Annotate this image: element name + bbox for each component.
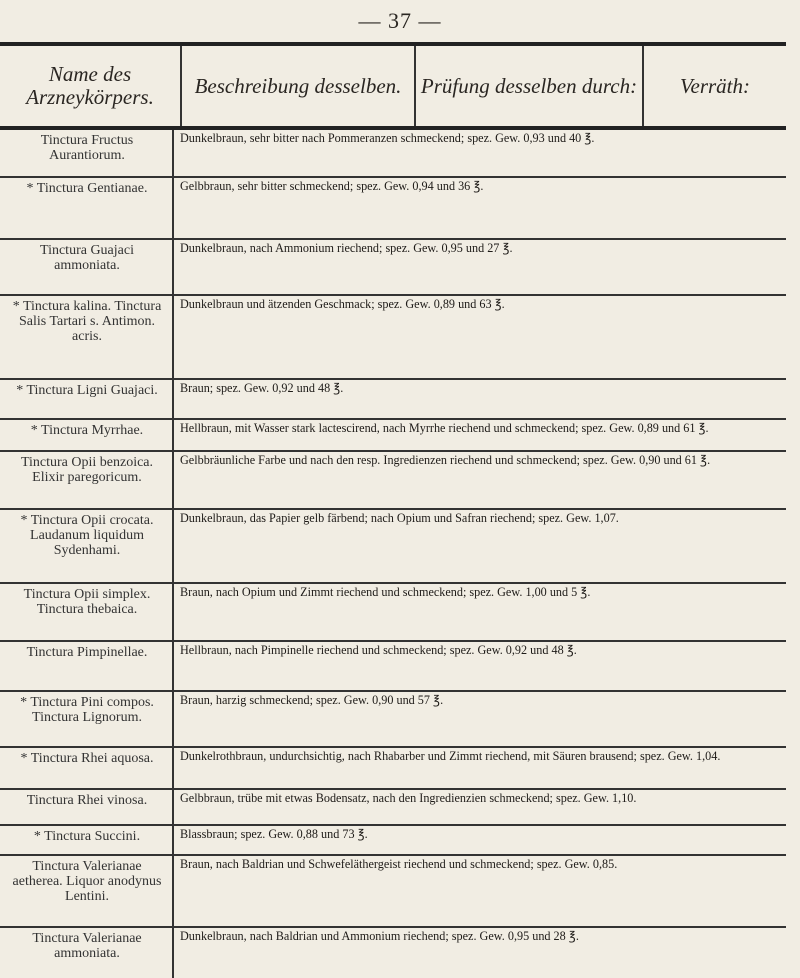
drug-description: Gelbbraun, trübe mit etwas Bodensatz, nach den Ingredienzien schmeckend; spez. Gew. 1,10. xyxy=(172,790,786,824)
drug-name: * Tinctura Opii crocata. Laudanum liquidum Sydenhami. xyxy=(20,513,154,558)
drug-description: Dunkelbraun, das Papier gelb färbend; nach Opium und Safran riechend; spez. Gew. 1,07. xyxy=(172,510,786,582)
page-number: — 37 — xyxy=(358,8,442,33)
drug-description: Dunkelbraun, nach Ammonium riechend; spez. Gew. 0,95 und 27 ℥. xyxy=(172,240,786,294)
drug-table xyxy=(0,42,786,978)
table-row xyxy=(0,380,786,420)
drug-name: * Tinctura Gentianae. xyxy=(26,181,148,196)
table-row xyxy=(0,130,786,178)
drug-description: Hellbraun, nach Pimpinelle riechend und schmeckend; spez. Gew. 0,92 und 48 ℥. xyxy=(172,642,786,690)
drug-name: Tinctura Rhei vinosa. xyxy=(26,793,148,808)
drug-name: Tinctura Valerianae ammoniata. xyxy=(32,931,142,961)
drug-description: Hellbraun, mit Wasser stark lactescirend, nach Myrrhe riechend und schmeckend; spez. Gew. 0,89 und 61 ℥. xyxy=(172,420,786,450)
drug-name: * Tinctura Ligni Guajaci. xyxy=(16,383,158,398)
table-row xyxy=(0,642,786,692)
table-row xyxy=(0,240,786,296)
table-row xyxy=(0,748,786,790)
drug-name: Tinctura Opii benzoica. Elixir paregoricum. xyxy=(20,455,154,485)
table-row xyxy=(0,420,786,452)
drug-description: Gelbbräunliche Farbe und nach den resp. Ingredienzen riechend und schmeckend; spez. Gew. 0,90 und 61 ℥. xyxy=(172,452,786,508)
table-row xyxy=(0,856,786,928)
drug-description: Dunkelbraun, nach Baldrian und Ammonium riechend; spez. Gew. 0,95 und 28 ℥. xyxy=(172,928,786,978)
drug-description: Dunkelrothbraun, undurchsichtig, nach Rhabarber und Zimmt riechend, mit Säuren brausend; spez. Gew. 1,04. xyxy=(172,748,786,788)
drug-name: Tinctura Valerianae aetherea. Liquor anodynus Lentini. xyxy=(12,859,162,904)
table-row xyxy=(0,452,786,510)
drug-name: Tinctura Fructus Aurantiorum. xyxy=(40,133,134,163)
drug-description: Blassbraun; spez. Gew. 0,88 und 73 ℥. xyxy=(172,826,786,854)
drug-name: * Tinctura Succini. xyxy=(33,829,141,844)
drug-description: Dunkelbraun, sehr bitter nach Pommeranzen schmeckend; spez. Gew. 0,93 und 40 ℥. xyxy=(172,130,786,176)
drug-name: * Tinctura Rhei aquosa. xyxy=(20,751,154,766)
drug-description: Gelbbraun, sehr bitter schmeckend; spez. Gew. 0,94 und 36 ℥. xyxy=(172,178,786,238)
header-name: Name des Arzneykörpers. xyxy=(26,62,154,109)
table-row xyxy=(0,826,786,856)
drug-description: Braun; spez. Gew. 0,92 und 48 ℥. xyxy=(172,380,786,418)
drug-name: Tinctura Pimpinellae. xyxy=(26,645,148,660)
table-row xyxy=(0,584,786,642)
table-row xyxy=(0,790,786,826)
drug-name: Tinctura Guajaci ammoniata. xyxy=(40,243,134,273)
table-row xyxy=(0,692,786,748)
table-row xyxy=(0,296,786,380)
drug-name: Tinctura Opii simplex. Tinctura thebaica. xyxy=(23,587,151,617)
table-header xyxy=(0,46,786,130)
header-description: Beschreibung desselben. xyxy=(180,46,414,126)
drug-description: Dunkelbraun und ätzenden Geschmack; spez. Gew. 0,89 und 63 ℥. xyxy=(172,296,786,378)
header-reveals: Verräth: xyxy=(642,46,786,126)
drug-name: * Tinctura Myrrhae. xyxy=(30,423,144,438)
table-row xyxy=(0,178,786,240)
table-row xyxy=(0,928,786,978)
drug-description: Braun, nach Baldrian und Schwefeläthergeist riechend und schmeckend; spez. Gew. 0,85. xyxy=(172,856,786,926)
table-row xyxy=(0,510,786,584)
drug-description: Braun, harzig schmeckend; spez. Gew. 0,90 und 57 ℥. xyxy=(172,692,786,746)
drug-description: Braun, nach Opium und Zimmt riechend und schmeckend; spez. Gew. 1,00 und 5 ℥. xyxy=(172,584,786,640)
drug-name: * Tinctura kalina. Tinctura Salis Tartari s. Antimon. acris. xyxy=(12,299,162,344)
header-test: Prüfung desselben durch: xyxy=(414,46,642,126)
drug-name: * Tinctura Pini compos. Tinctura Lignorum. xyxy=(20,695,154,725)
